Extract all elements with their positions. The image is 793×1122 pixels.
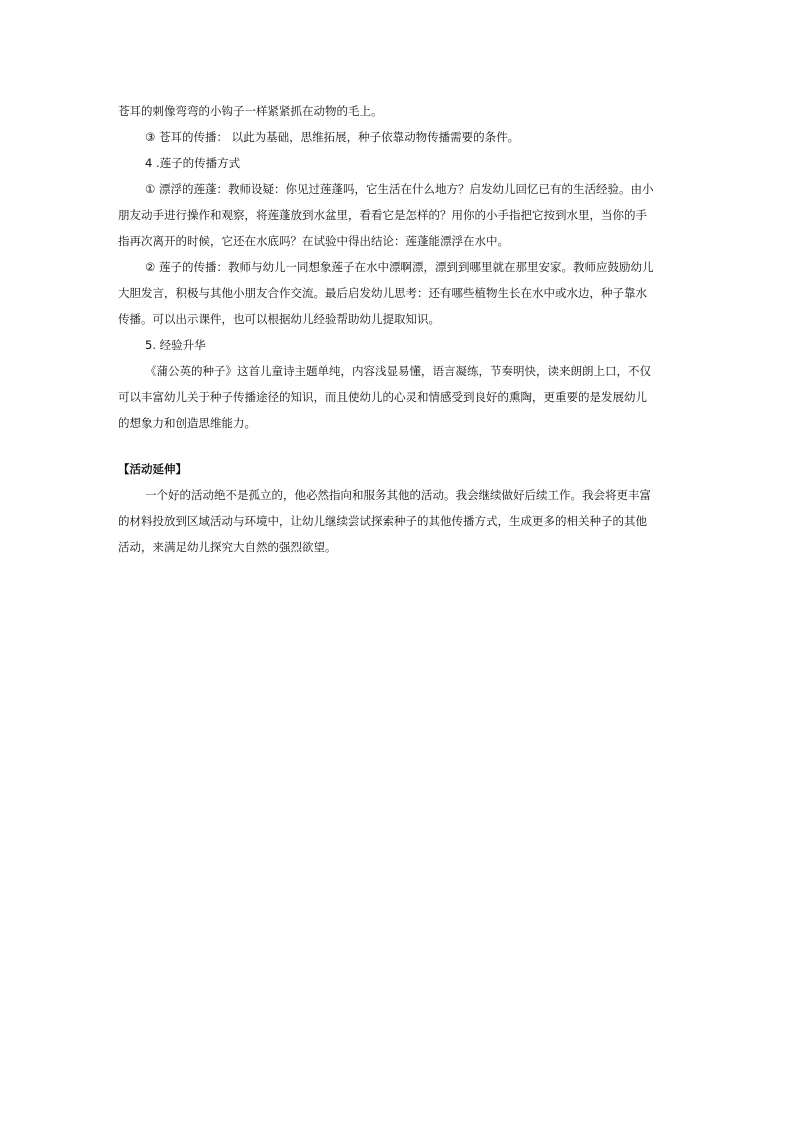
paragraph-line: 的材料投放到区域活动与环境中，让幼儿继续尝试探索种子的其他传播方式，生成更多的相关种子的其他 xyxy=(118,514,647,528)
document-body xyxy=(118,98,678,560)
paragraph-line: ① 漂浮的莲蓬：教师设疑：你见过莲蓬吗，它生活在什么地方？启发幼儿回忆已有的生活经验。由小 xyxy=(145,182,654,196)
paragraph-line: 指再次离开的时候，它还在水底吗？在试验中得出结论：莲蓬能漂浮在水中。 xyxy=(118,234,509,248)
paragraph-line: 苍耳的刺像弯弯的小钩子一样紧紧抓在动物的毛上。 xyxy=(118,104,383,118)
paragraph-line: 《蒲公英的种子》这首儿童诗主题单纯，内容浅显易懂，语言凝练，节奏明快，读来朗朗上口，不仅 xyxy=(145,364,651,378)
paragraph-line: 一个好的活动绝不是孤立的，他必然指向和服务其他的活动。我会继续做好后续工作。我会将更丰富 xyxy=(145,488,651,502)
paragraph-line: 大胆发言，积极与其他小朋友合作交流。最后启发幼儿思考：还有哪些植物生长在水中或水边，种子靠水 xyxy=(118,286,647,300)
paragraph-line: 朋友动手进行操作和观察，将莲蓬放到水盆里，看看它是怎样的？用你的小手指把它按到水里，当你的手 xyxy=(118,208,647,222)
paragraph-line: 的想象力和创造思维能力。 xyxy=(118,416,256,430)
step-heading-experience: 5. 经验升华 xyxy=(145,338,206,352)
paragraph-line: ② 莲子的传播：教师与幼儿一同想象莲子在水中漂啊漂，漂到到哪里就在那里安家。教师应鼓励幼儿 xyxy=(145,260,654,274)
step-item-cocklebur-spread: ③ 苍耳的传播： 以此为基础，思维拓展，种子依靠动物传播需要的条件。 xyxy=(145,130,520,144)
section-heading-extension: 【活动延伸】 xyxy=(118,462,187,476)
paragraph-line: 可以丰富幼儿关于种子传播途径的知识，而且使幼儿的心灵和情感受到良好的熏陶，更重要的是发展幼儿 xyxy=(118,390,647,404)
paragraph-line: 传播。可以出示课件，也可以根据幼儿经验帮助幼儿提取知识。 xyxy=(118,312,440,326)
step-heading-lotus-seed: 4 .莲子的传播方式 xyxy=(145,156,241,170)
paragraph-line: 活动，来满足幼儿探究大自然的强烈欲望。 xyxy=(118,540,337,554)
